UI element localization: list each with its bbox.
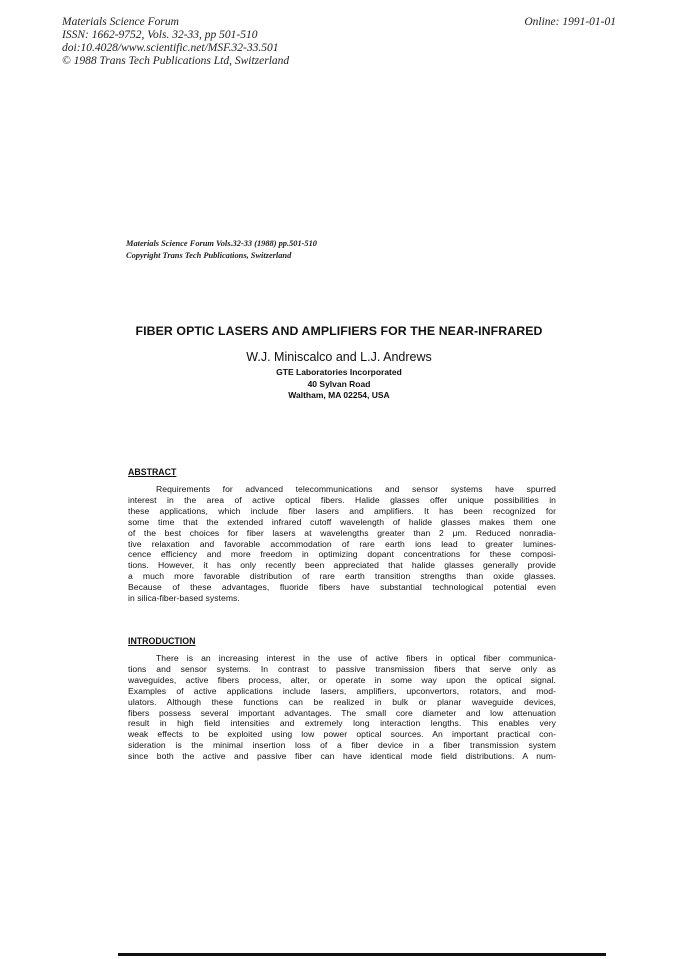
affiliation-institution: GTE Laboratories Incorporated — [276, 367, 402, 377]
abstract-line: cence efficiency and more freedom in optimizing dopant concentrations for these composi- — [128, 549, 556, 560]
meta-journal-name: Materials Science Forum — [62, 16, 179, 28]
journal-citation: Materials Science Forum Vols.32-33 (1988) pp.501-510 — [126, 239, 317, 248]
introduction-line: waveguides, active fibers process, alter, or operate in some way upon the optical signal. — [128, 674, 556, 685]
affiliation-street: 40 Sylvan Road — [307, 378, 371, 389]
introduction-line: tions and sensor systems. In contrast to passive transmission fibers that serve only as — [128, 663, 556, 674]
introduction-line: Examples of active applications include lasers, amplifiers, upconvertors, rotators, and mod- — [128, 685, 556, 696]
abstract-body — [128, 484, 556, 604]
abstract-line: a much more favorable distribution of rare earth transition strengths than oxide glasses. — [128, 571, 556, 582]
introduction-line: fibers possess several important advantages. The small core diameter and low attenuation — [128, 707, 556, 718]
introduction-line: ulators. Although these functions can be realized in bulk or planar waveguide devices, — [128, 696, 556, 707]
page-bottom-rule — [118, 953, 606, 956]
introduction-line: There is an increasing interest in the use of active fibers in optical fiber communica- — [156, 653, 556, 663]
introduction-heading: INTRODUCTION — [128, 636, 196, 646]
meta-copyright: © 1988 Trans Tech Publications Ltd, Switzerland — [62, 55, 290, 67]
abstract-line: tive relaxation and favorable accommodation of rare earth ions lead to greater lumines- — [128, 538, 556, 549]
abstract-line: interest in the area of active optical fibers. Halide glasses offer unique possibilities in — [128, 494, 556, 505]
abstract-line: these applications, which include fiber lasers and amplifiers. It has been recognized for — [128, 505, 556, 516]
introduction-line: result in high field intensities and extremely long interaction lengths. This enables very — [128, 718, 556, 729]
journal-copyright: Copyright Trans Tech Publications, Switzerland — [126, 251, 292, 260]
abstract-line: in silica-fiber-based systems. — [128, 593, 240, 604]
affiliation-city: Waltham, MA 02254, USA — [288, 390, 390, 400]
meta-issn: ISSN: 1662-9752, Vols. 32-33, pp 501-510 — [62, 29, 258, 41]
online-date: Online: 1991-01-01 — [524, 16, 616, 28]
abstract-line: tions. However, it has only recently been appreciated that halide glasses generally provide — [128, 560, 556, 571]
introduction-line: since both the active and passive fiber can have identical mode field distributions. A num- — [128, 751, 556, 762]
abstract-line: of the best choices for fiber lasers at wavelengths greater than 2 μm. Reduced nonradia- — [128, 527, 556, 538]
abstract-line: Because of these advantages, fluoride fibers have substantial technological potential even — [128, 582, 556, 593]
introduction-line: weak effects to be exploited using low power optical sources. An important practical con- — [128, 729, 556, 740]
abstract-heading: ABSTRACT — [128, 467, 177, 477]
meta-doi[interactable]: doi:10.4028/www.scientific.net/MSF.32-33.501 — [62, 42, 279, 54]
journal-stamp — [126, 238, 317, 262]
paper-title: FIBER OPTIC LASERS AND AMPLIFIERS FOR THE NEAR-INFRARED — [135, 324, 543, 338]
publication-metadata — [62, 16, 289, 68]
introduction-line: sideration is the minimal insertion loss of a fiber device in a fiber transmission system — [128, 740, 556, 751]
introduction-body — [128, 653, 556, 762]
paper-authors: W.J. Miniscalco and L.J. Andrews — [246, 350, 432, 364]
author-affiliation — [0, 367, 678, 402]
abstract-line: some time that the extended infrared cutoff wavelength of halide glasses makes them one — [128, 516, 556, 527]
abstract-line: Requirements for advanced telecommunications and sensor systems have spurred — [156, 484, 556, 494]
